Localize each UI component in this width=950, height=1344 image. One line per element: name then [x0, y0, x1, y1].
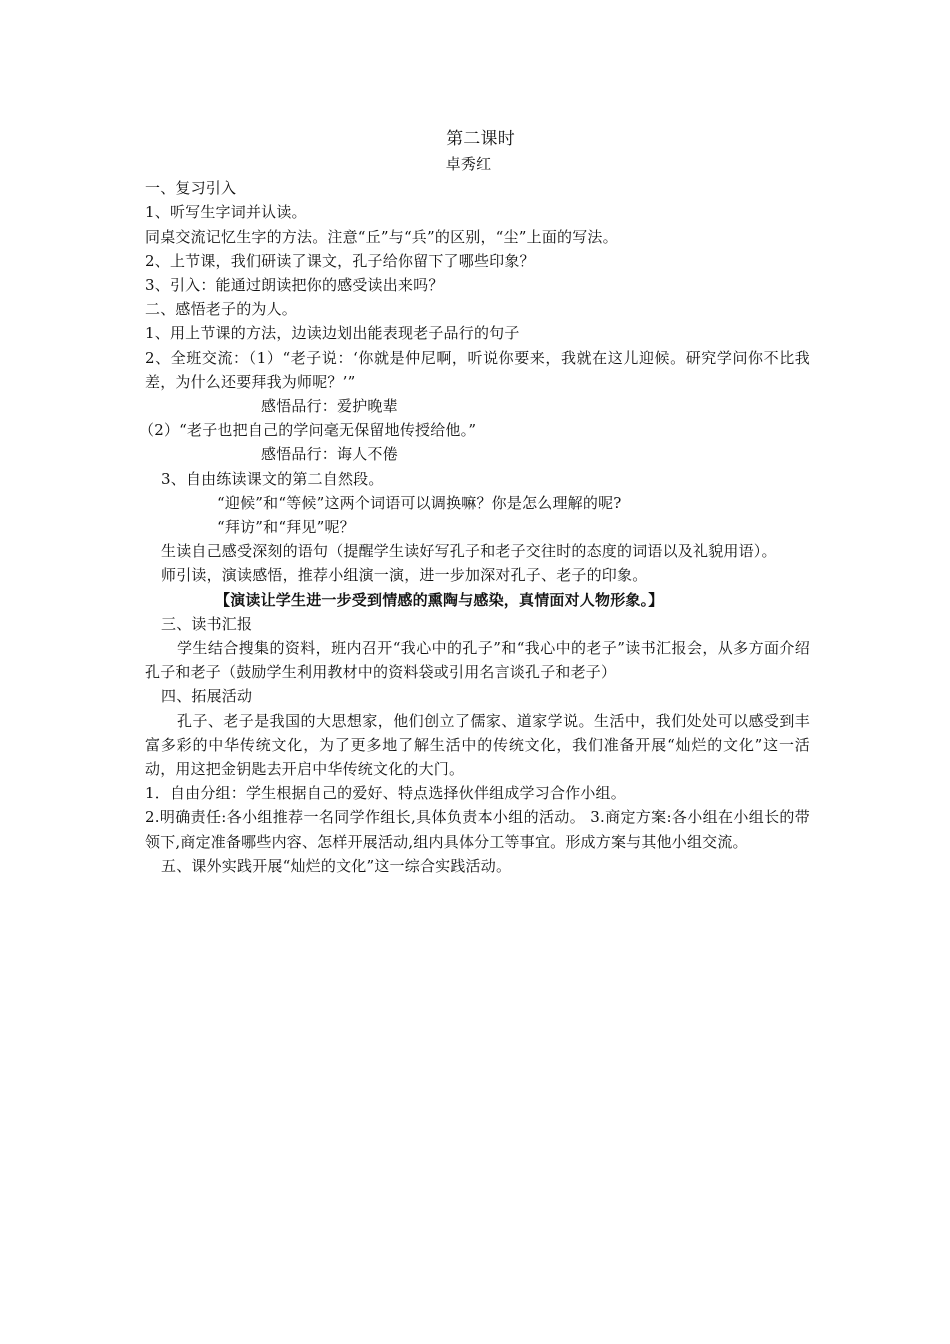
paragraph: 2、上节课，我们研读了课文，孔子给你留下了哪些印象？: [145, 251, 535, 270]
section-heading-3: 三、读书汇报: [161, 614, 253, 633]
section-heading-5: 五、课外实践开展“灿烂的文化”这一综合实践活动。: [161, 856, 512, 875]
paragraph: 1、听写生字词并认读。: [145, 203, 307, 222]
paragraph: 学生结合搜集的资料，班内召开“我心中的孔子”和“我心中的老子”读书汇报会，从多方面介绍孔子和老子（鼓励学生利用教材中的资料袋或引用名言谈孔子和老子）: [145, 639, 810, 682]
teaching-note: 【演读让学生进一步受到情感的熏陶与感染，真情面对人物形象。】: [215, 590, 664, 609]
paragraph: （2）“老子也把自己的学问毫无保留地传授给他。”: [139, 421, 477, 440]
section-heading-4: 四、拓展活动: [161, 687, 253, 706]
paragraph: 1、用上节课的方法，边读边划出能表现老子品行的句子: [145, 324, 520, 343]
section-heading-2: 二、感悟老子的为人。: [145, 300, 298, 319]
insight-line: 感悟品行：爱护晚辈: [261, 397, 398, 416]
paragraph: 3、自由练读课文的第二自然段。: [161, 469, 384, 488]
section-heading-1: 一、复习引入: [145, 179, 237, 198]
document-body: [139, 126, 810, 878]
page-title: 第二课时: [446, 129, 515, 149]
paragraph: 生读自己感受深刻的语句（提醒学生读好写孔子和老子交往时的态度的词语以及礼貌用语）。: [161, 542, 777, 561]
paragraph: 2、全班交流：（1）“老子说：‘你就是仲尼啊，听说你要来，我就在这儿迎候。研究学问你不比我差，为什么还要拜我为师呢？’”: [145, 348, 810, 391]
insight-line: 感悟品行：诲人不倦: [261, 445, 398, 464]
paragraph: 孔子、老子是我国的大思想家，他们创立了儒家、道家学说。生活中，我们处处可以感受到丰富多彩的中华传统文化，为了更多地了解生活中的传统文化，我们准备开展“灿烂的文化”这一活动，用这把金钥匙去开启中华传统文化的大门。: [145, 711, 810, 779]
paragraph: 师引读，演读感悟，推荐小组演一演，进一步加深对孔子、老子的印象。: [161, 566, 648, 585]
paragraph: 3、引入：能通过朗读把你的感受读出来吗？: [145, 276, 444, 295]
author-name: 卓秀红: [445, 155, 492, 173]
question-line: “拜访”和“拜见”呢？: [217, 518, 355, 537]
paragraph: 2.明确责任:各小组推荐一名同学作组长,具体负责本小组的活动。 3.商定方案:各小组在小组长的带领下,商定准备哪些内容、怎样开展活动,组内具体分工等事宜。形成方案与其他小组交流。: [145, 808, 810, 851]
paragraph: 1．自由分组：学生根据自己的爱好、特点选择伙伴组成学习合作小组。: [145, 784, 626, 803]
question-line: “迎候”和“等候”这两个词语可以调换嘛？你是怎么理解的呢?: [217, 493, 622, 512]
paragraph: 同桌交流记忆生字的方法。注意“丘”与“兵”的区别，“尘”上面的写法。: [145, 227, 618, 246]
